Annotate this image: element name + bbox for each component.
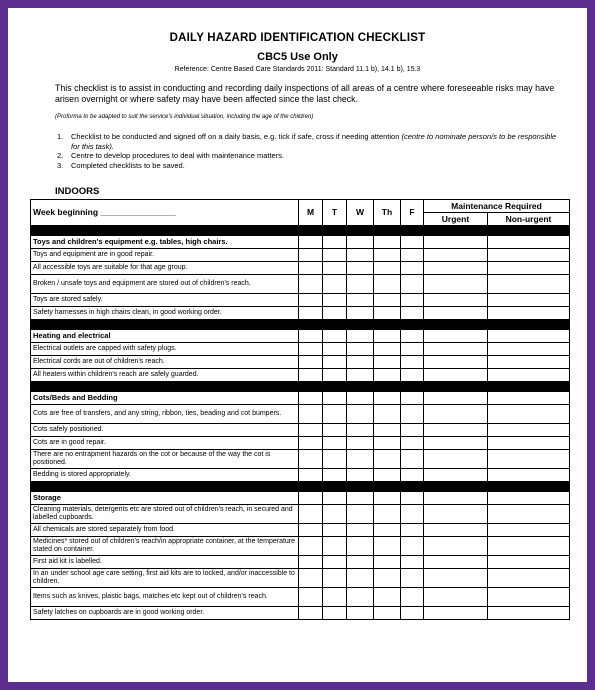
- check-cell-fri[interactable]: [401, 294, 424, 307]
- check-cell-thu[interactable]: [374, 437, 401, 450]
- week-beginning-label: Week beginning ________________: [31, 200, 299, 226]
- check-cell-mon[interactable]: [299, 249, 323, 262]
- check-cell-tue[interactable]: [323, 343, 347, 356]
- check-cell-thu[interactable]: [374, 450, 401, 469]
- check-cell-thu[interactable]: [374, 607, 401, 620]
- check-cell-non-urgent[interactable]: [488, 307, 570, 320]
- check-cell-urgent[interactable]: [424, 569, 488, 588]
- checklist-item: All heaters within children's reach are safely guarded.: [31, 369, 299, 382]
- check-cell-thu[interactable]: [374, 524, 401, 537]
- check-cell-non-urgent[interactable]: [488, 556, 570, 569]
- document-page: [8, 8, 587, 682]
- check-cell-thu[interactable]: [374, 343, 401, 356]
- check-cell-non-urgent[interactable]: [488, 392, 570, 405]
- check-cell-urgent[interactable]: [424, 588, 488, 607]
- check-cell-non-urgent[interactable]: [488, 437, 570, 450]
- check-cell-thu[interactable]: [374, 469, 401, 482]
- check-cell-thu[interactable]: [374, 294, 401, 307]
- reference-line: Reference: Centre Based Care Standards 2011: Standard 11.1 b), 14.1 b), 15.3: [174, 66, 421, 73]
- check-cell-tue[interactable]: [323, 356, 347, 369]
- check-cell-urgent[interactable]: [424, 356, 488, 369]
- check-cell-wed[interactable]: [347, 343, 374, 356]
- check-cell-non-urgent[interactable]: [488, 262, 570, 275]
- check-cell-wed[interactable]: [347, 524, 374, 537]
- check-cell-tue[interactable]: [323, 262, 347, 275]
- checklist-item: First aid kit is labelled.: [31, 556, 299, 569]
- instruction-number: 2.: [57, 151, 64, 160]
- check-cell-thu[interactable]: [374, 505, 401, 524]
- day-header-thu: Th: [374, 200, 401, 226]
- check-cell-thu[interactable]: [374, 307, 401, 320]
- check-cell-non-urgent[interactable]: [488, 524, 570, 537]
- check-cell-mon[interactable]: [299, 236, 323, 249]
- check-cell-non-urgent[interactable]: [488, 607, 570, 620]
- check-cell-mon[interactable]: [299, 307, 323, 320]
- check-cell-fri[interactable]: [401, 330, 424, 343]
- check-cell-non-urgent[interactable]: [488, 569, 570, 588]
- check-cell-non-urgent[interactable]: [488, 249, 570, 262]
- check-cell-non-urgent[interactable]: [488, 588, 570, 607]
- check-cell-tue[interactable]: [323, 405, 347, 424]
- check-cell-thu[interactable]: [374, 392, 401, 405]
- check-cell-tue[interactable]: [323, 556, 347, 569]
- check-cell-thu[interactable]: [374, 588, 401, 607]
- check-cell-tue[interactable]: [323, 607, 347, 620]
- section-divider: [31, 226, 570, 236]
- instruction-text: Centre to develop procedures to deal with maintenance matters.: [71, 151, 285, 160]
- check-cell-non-urgent[interactable]: [488, 492, 570, 505]
- check-cell-fri[interactable]: [401, 524, 424, 537]
- checklist-item: Toys and equipment are in good repair.: [31, 249, 299, 262]
- check-cell-non-urgent[interactable]: [488, 405, 570, 424]
- checklist-item: In an under school age care setting, first aid kits are to locked, and/or inaccessible to children.: [31, 569, 299, 588]
- check-cell-wed[interactable]: [347, 369, 374, 382]
- instruction-list: [57, 132, 557, 170]
- instruction-number: 3.: [57, 160, 64, 170]
- check-cell-tue[interactable]: [323, 569, 347, 588]
- check-cell-mon[interactable]: [299, 505, 323, 524]
- check-cell-non-urgent[interactable]: [488, 505, 570, 524]
- check-cell-tue[interactable]: [323, 537, 347, 556]
- check-cell-urgent[interactable]: [424, 343, 488, 356]
- proforma-note: (Proforma to be adapted to suit the service's individual situation, including the age of the children): [55, 114, 314, 120]
- check-cell-thu[interactable]: [374, 405, 401, 424]
- check-cell-non-urgent[interactable]: [488, 236, 570, 249]
- check-cell-tue[interactable]: [323, 307, 347, 320]
- instruction-number: 1.: [57, 132, 64, 141]
- check-cell-wed[interactable]: [347, 249, 374, 262]
- check-cell-urgent[interactable]: [424, 492, 488, 505]
- check-cell-urgent[interactable]: [424, 424, 488, 437]
- check-cell-mon[interactable]: [299, 569, 323, 588]
- check-cell-fri[interactable]: [401, 607, 424, 620]
- check-cell-tue[interactable]: [323, 249, 347, 262]
- checklist-item: There are no entrapment hazards on the cot or because of the way the cot is positioned.: [31, 450, 299, 469]
- check-cell-urgent[interactable]: [424, 330, 488, 343]
- check-cell-urgent[interactable]: [424, 537, 488, 556]
- check-cell-mon[interactable]: [299, 469, 323, 482]
- check-cell-tue[interactable]: [323, 330, 347, 343]
- check-cell-non-urgent[interactable]: [488, 294, 570, 307]
- check-cell-wed[interactable]: [347, 537, 374, 556]
- check-cell-fri[interactable]: [401, 343, 424, 356]
- check-cell-non-urgent[interactable]: [488, 424, 570, 437]
- checklist-item: All chemicals are stored separately from food.: [31, 524, 299, 537]
- check-cell-wed[interactable]: [347, 262, 374, 275]
- check-cell-fri[interactable]: [401, 450, 424, 469]
- area-heading: INDOORS: [55, 186, 100, 197]
- check-cell-thu[interactable]: [374, 262, 401, 275]
- check-cell-fri[interactable]: [401, 492, 424, 505]
- section-divider: [31, 382, 570, 392]
- checklist-table: [30, 199, 570, 620]
- check-cell-wed[interactable]: [347, 307, 374, 320]
- check-cell-urgent[interactable]: [424, 294, 488, 307]
- check-cell-urgent[interactable]: [424, 249, 488, 262]
- check-cell-tue[interactable]: [323, 424, 347, 437]
- check-cell-fri[interactable]: [401, 369, 424, 382]
- check-cell-fri[interactable]: [401, 249, 424, 262]
- checklist-item: Electrical outlets are capped with safety plugs.: [31, 343, 299, 356]
- day-header-fri: F: [401, 200, 424, 226]
- checklist-item: Cots safely positioned.: [31, 424, 299, 437]
- check-cell-thu[interactable]: [374, 356, 401, 369]
- check-cell-mon[interactable]: [299, 524, 323, 537]
- check-cell-tue[interactable]: [323, 492, 347, 505]
- check-cell-wed[interactable]: [347, 275, 374, 294]
- check-cell-wed[interactable]: [347, 236, 374, 249]
- checklist-item: Toys are stored safely.: [31, 294, 299, 307]
- check-cell-wed[interactable]: [347, 392, 374, 405]
- check-cell-wed[interactable]: [347, 492, 374, 505]
- checklist-item: Broken / unsafe toys and equipment are stored out of children's reach.: [31, 275, 299, 294]
- check-cell-tue[interactable]: [323, 505, 347, 524]
- check-cell-wed[interactable]: [347, 405, 374, 424]
- check-cell-mon[interactable]: [299, 556, 323, 569]
- check-cell-wed[interactable]: [347, 556, 374, 569]
- check-cell-urgent[interactable]: [424, 524, 488, 537]
- checklist-item: Items such as knives, plastic bags, matches etc kept out of children's reach.: [31, 588, 299, 607]
- check-cell-thu[interactable]: [374, 236, 401, 249]
- check-cell-mon[interactable]: [299, 356, 323, 369]
- check-cell-urgent[interactable]: [424, 392, 488, 405]
- check-cell-non-urgent[interactable]: [488, 537, 570, 556]
- check-cell-mon[interactable]: [299, 437, 323, 450]
- check-cell-urgent[interactable]: [424, 369, 488, 382]
- check-cell-fri[interactable]: [401, 537, 424, 556]
- check-cell-mon[interactable]: [299, 369, 323, 382]
- section-heading: Toys and children's equipment e.g. tables, high chairs.: [31, 236, 299, 249]
- check-cell-non-urgent[interactable]: [488, 275, 570, 294]
- check-cell-urgent[interactable]: [424, 450, 488, 469]
- section-divider: [31, 482, 570, 492]
- checklist-item: Cots are in good repair.: [31, 437, 299, 450]
- check-cell-fri[interactable]: [401, 356, 424, 369]
- section-heading: Storage: [31, 492, 299, 505]
- check-cell-thu[interactable]: [374, 249, 401, 262]
- document-title: DAILY HAZARD IDENTIFICATION CHECKLIST: [169, 32, 426, 44]
- day-header-wed: W: [347, 200, 374, 226]
- check-cell-non-urgent[interactable]: [488, 356, 570, 369]
- check-cell-urgent[interactable]: [424, 437, 488, 450]
- check-cell-wed[interactable]: [347, 424, 374, 437]
- check-cell-thu[interactable]: [374, 369, 401, 382]
- check-cell-urgent[interactable]: [424, 236, 488, 249]
- check-cell-non-urgent[interactable]: [488, 369, 570, 382]
- check-cell-mon[interactable]: [299, 492, 323, 505]
- section-heading: Cots/Beds and Bedding: [31, 392, 299, 405]
- section-heading: Heating and electrical: [31, 330, 299, 343]
- check-cell-wed[interactable]: [347, 294, 374, 307]
- check-cell-tue[interactable]: [323, 294, 347, 307]
- day-header-tue: T: [323, 200, 347, 226]
- check-cell-thu[interactable]: [374, 424, 401, 437]
- check-cell-fri[interactable]: [401, 569, 424, 588]
- check-cell-tue[interactable]: [323, 450, 347, 469]
- check-cell-mon[interactable]: [299, 588, 323, 607]
- checklist-item: Cleaning materials, detergents etc are stored out of children's reach, in secured and labelled cupboards.: [31, 505, 299, 524]
- check-cell-mon[interactable]: [299, 343, 323, 356]
- check-cell-fri[interactable]: [401, 392, 424, 405]
- check-cell-tue[interactable]: [323, 369, 347, 382]
- non-urgent-header: Non-urgent: [488, 213, 570, 226]
- check-cell-mon[interactable]: [299, 424, 323, 437]
- check-cell-fri[interactable]: [401, 505, 424, 524]
- check-cell-mon[interactable]: [299, 262, 323, 275]
- check-cell-fri[interactable]: [401, 307, 424, 320]
- check-cell-thu[interactable]: [374, 275, 401, 294]
- check-cell-non-urgent[interactable]: [488, 450, 570, 469]
- urgent-header: Urgent: [424, 213, 488, 226]
- check-cell-tue[interactable]: [323, 392, 347, 405]
- check-cell-thu[interactable]: [374, 492, 401, 505]
- check-cell-wed[interactable]: [347, 588, 374, 607]
- instruction-item: [57, 132, 557, 151]
- check-cell-fri[interactable]: [401, 424, 424, 437]
- section-divider: [31, 320, 570, 330]
- check-cell-mon[interactable]: [299, 450, 323, 469]
- document-subtitle: CBC5 Use Only: [257, 51, 338, 63]
- check-cell-fri[interactable]: [401, 262, 424, 275]
- check-cell-mon[interactable]: [299, 392, 323, 405]
- check-cell-fri[interactable]: [401, 405, 424, 424]
- check-cell-fri[interactable]: [401, 275, 424, 294]
- check-cell-wed[interactable]: [347, 569, 374, 588]
- check-cell-non-urgent[interactable]: [488, 469, 570, 482]
- check-cell-fri[interactable]: [401, 469, 424, 482]
- check-cell-fri[interactable]: [401, 556, 424, 569]
- check-cell-wed[interactable]: [347, 330, 374, 343]
- checklist-item: Safety latches on cupboards are in good working order.: [31, 607, 299, 620]
- checklist-item: Medicines* stored out of children's reach/in appropriate container, at the temperature stated on container.: [31, 537, 299, 556]
- day-header-mon: M: [299, 200, 323, 226]
- instruction-note: (centre to nominate person/s to be responsible for this task).: [71, 132, 557, 151]
- check-cell-wed[interactable]: [347, 437, 374, 450]
- check-cell-non-urgent[interactable]: [488, 343, 570, 356]
- check-cell-wed[interactable]: [347, 356, 374, 369]
- instruction-text: Completed checklists to be saved.: [71, 160, 185, 170]
- check-cell-wed[interactable]: [347, 469, 374, 482]
- check-cell-thu[interactable]: [374, 330, 401, 343]
- check-cell-tue[interactable]: [323, 437, 347, 450]
- check-cell-urgent[interactable]: [424, 275, 488, 294]
- checklist-item: Electrical cords are out of children's reach.: [31, 356, 299, 369]
- check-cell-urgent[interactable]: [424, 405, 488, 424]
- check-cell-wed[interactable]: [347, 607, 374, 620]
- check-cell-fri[interactable]: [401, 437, 424, 450]
- check-cell-urgent[interactable]: [424, 505, 488, 524]
- check-cell-mon[interactable]: [299, 275, 323, 294]
- check-cell-mon[interactable]: [299, 607, 323, 620]
- check-cell-thu[interactable]: [374, 556, 401, 569]
- check-cell-fri[interactable]: [401, 588, 424, 607]
- check-cell-mon[interactable]: [299, 405, 323, 424]
- instruction-item: [57, 161, 557, 171]
- check-cell-thu[interactable]: [374, 537, 401, 556]
- check-cell-urgent[interactable]: [424, 262, 488, 275]
- maintenance-required-header: Maintenance Required: [424, 200, 570, 213]
- check-cell-tue[interactable]: [323, 524, 347, 537]
- checklist-item: Bedding is stored appropriately.: [31, 469, 299, 482]
- checklist-item: All accessible toys are suitable for that age group.: [31, 262, 299, 275]
- check-cell-urgent[interactable]: [424, 607, 488, 620]
- checklist-item: Cots are free of transfers, and any string, ribbon, ties, beading and cot bumpers.: [31, 405, 299, 424]
- check-cell-urgent[interactable]: [424, 307, 488, 320]
- instruction-item: [57, 151, 557, 161]
- check-cell-thu[interactable]: [374, 569, 401, 588]
- checklist-item: Safety harnesses in high chairs clean, in good working order.: [31, 307, 299, 320]
- check-cell-mon[interactable]: [299, 537, 323, 556]
- check-cell-wed[interactable]: [347, 505, 374, 524]
- check-cell-tue[interactable]: [323, 236, 347, 249]
- intro-paragraph: This checklist is to assist in conducting and recording daily inspections of all areas of a centre where foreseeable risks may have arisen overnight or where safety may have been affected since the last check.: [55, 83, 555, 104]
- check-cell-urgent[interactable]: [424, 556, 488, 569]
- instruction-text: Checklist to be conducted and signed off on a daily basis, e.g. tick if safe, cross if needing attention: [71, 132, 400, 141]
- check-cell-tue[interactable]: [323, 275, 347, 294]
- check-cell-tue[interactable]: [323, 469, 347, 482]
- check-cell-fri[interactable]: [401, 236, 424, 249]
- check-cell-wed[interactable]: [347, 450, 374, 469]
- check-cell-mon[interactable]: [299, 330, 323, 343]
- check-cell-non-urgent[interactable]: [488, 330, 570, 343]
- check-cell-tue[interactable]: [323, 588, 347, 607]
- check-cell-urgent[interactable]: [424, 469, 488, 482]
- check-cell-mon[interactable]: [299, 294, 323, 307]
